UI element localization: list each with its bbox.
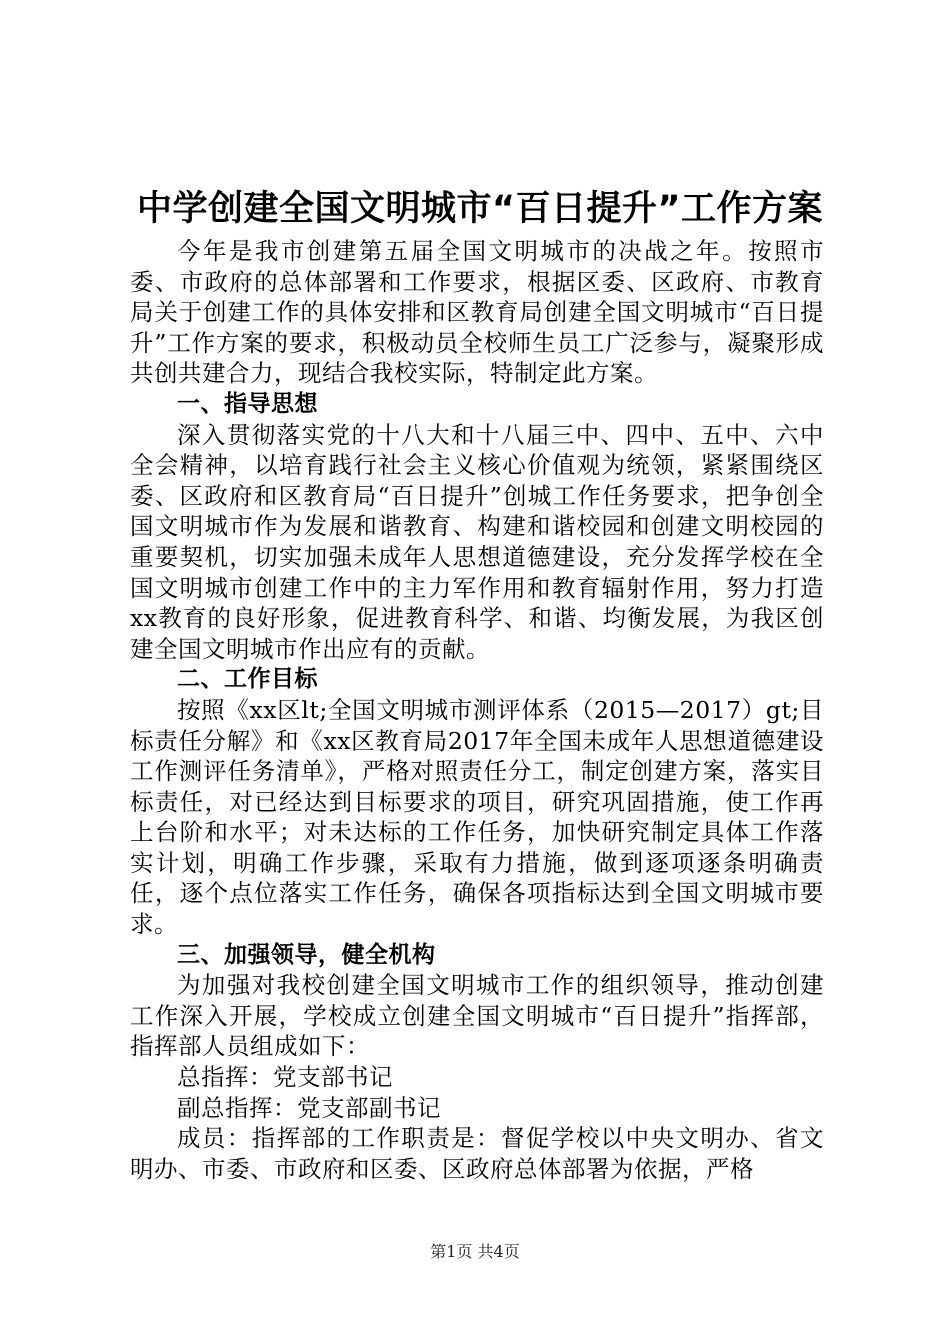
page-number-footer: 第1页 共4页 bbox=[430, 1242, 520, 1261]
work-goals-paragraph: 按照《xx区lt;全国文明城市测评体系（2015—2017）gt;目标责任分解》和《xx区教育局2017年全国未成年人思想道德建设工作测评任务清单》，严格对照责任分工，制定创建方案，落实目标责任，对已经达到目标要求的项目，研究巩固措施，使工作再上台阶和水平；对未达标的工作任务，加快研究制定具体工作落实计划，明确工作步骤，采取有力措施，做到逐项逐条明确责任，逐个点位落实工作任务，确保各项指标达到全国文明城市要求。 bbox=[130, 695, 824, 939]
intro-paragraph: 今年是我市创建第五届全国文明城市的决战之年。按照市委、市政府的总体部署和工作要求，根据区委、区政府、市教育局关于创建工作的具体安排和区教育局创建全国文明城市“百日提升”工作方案的要求，积极动员全校师生员工广泛参与，凝聚形成共创共建合力，现结合我校实际，特制定此方案。 bbox=[130, 237, 824, 388]
leadership-paragraph: 为加强对我校创建全国文明城市工作的组织领导，推动创建工作深入开展，学校成立创建全国文明城市“百日提升”指挥部，指挥部人员组成如下： bbox=[130, 971, 824, 1061]
commander-line: 总指挥：党支部书记 bbox=[177, 1063, 393, 1092]
section-heading-leadership: 三、加强领导，健全机构 bbox=[177, 941, 436, 968]
section-heading-work-goals: 二、工作目标 bbox=[177, 666, 318, 693]
document-title: 中学创建全国文明城市“百日提升”工作方案 bbox=[136, 189, 823, 229]
guiding-ideology-paragraph: 深入贯彻落实党的十八大和十八届三中、四中、五中、六中全会精神，以培育践行社会主义核心价值观为统领，紧紧围绕区委、区政府和区教育局“百日提升”创城工作任务要求，把争创全国文明城市作为发展和谐教育、构建和谐校园和创建文明校园的重要契机，切实加强未成年人思想道德建设，充分发挥学校在全国文明城市创建工作中的主力军作用和教育辐射作用，努力打造xx教育的良好形象，促进教育科学、和谐、均衡发展，为我区创建全国文明城市作出应有的贡献。 bbox=[130, 420, 824, 663]
section-heading-guiding-ideology: 一、指导思想 bbox=[177, 390, 318, 417]
deputy-commander-line: 副总指挥：党支部副书记 bbox=[177, 1093, 441, 1122]
document-body bbox=[130, 236, 824, 1184]
members-paragraph: 成员：指挥部的工作职责是：督促学校以中央文明办、省文明办、市委、市政府和区委、区政府总体部署为依据，严格 bbox=[130, 1124, 824, 1183]
